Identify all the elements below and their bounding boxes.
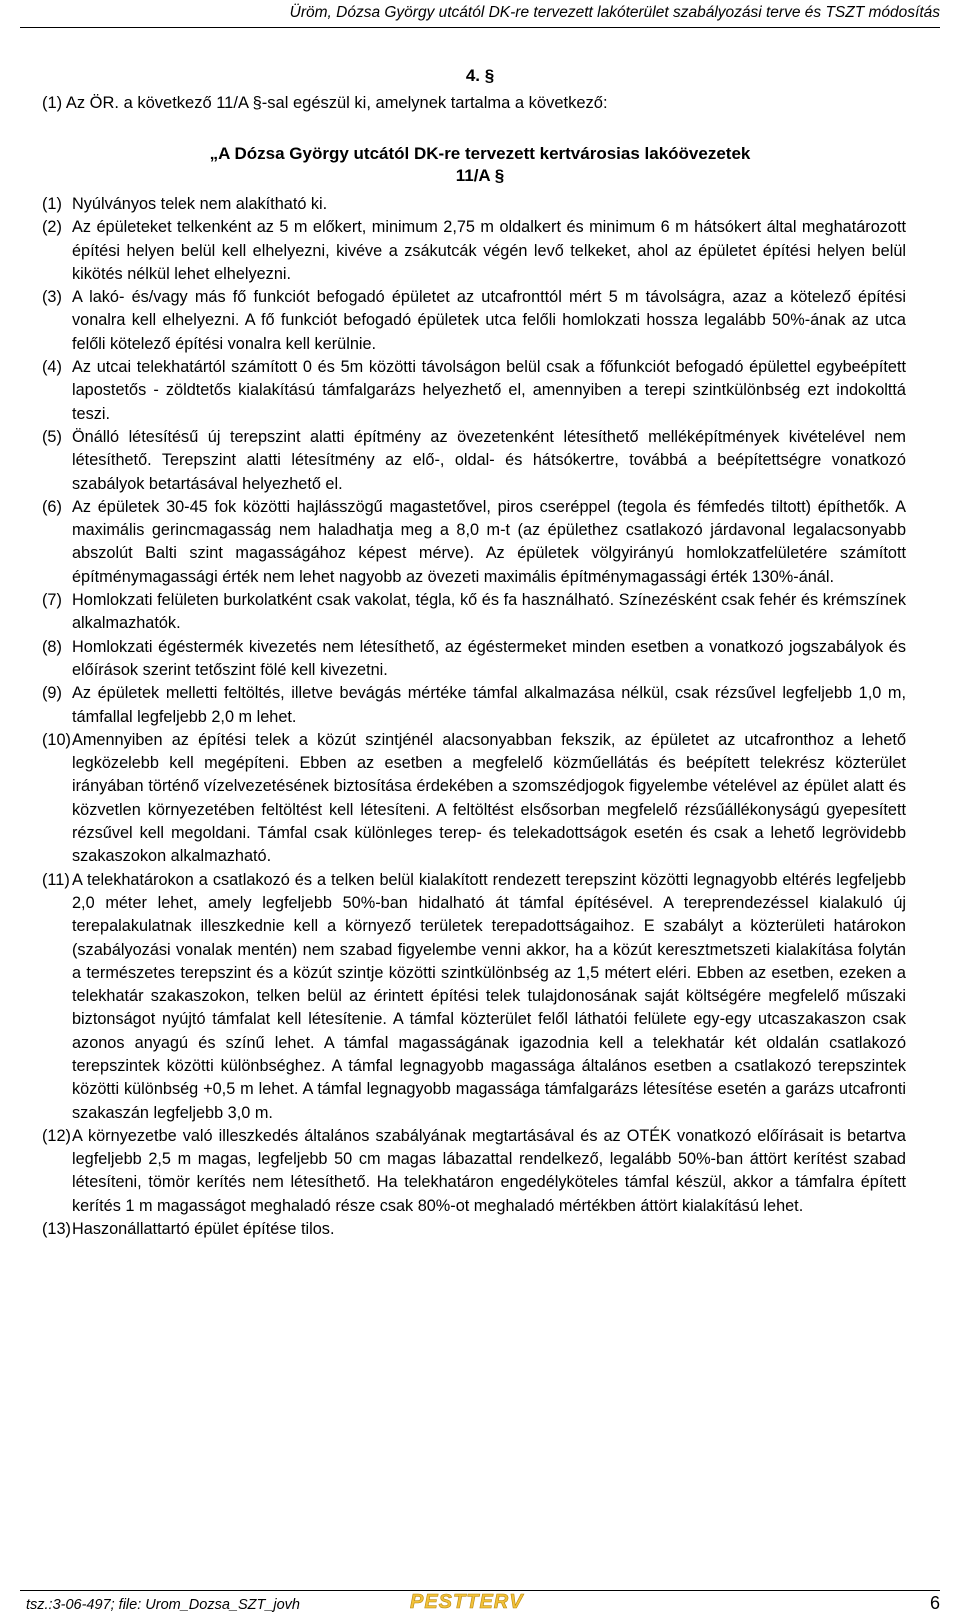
list-item (42, 426, 906, 496)
section-number: 4. § (465, 66, 495, 85)
item-text: Az épületek melletti feltöltés, illetve bevágás mértéke támfal alkalmazása nélkül, csak rézsűvel legfeljebb 1,0 m, támfallal legfeljebb 2,0 m lehet. (72, 684, 906, 726)
list-item (42, 729, 906, 869)
list-item (42, 356, 906, 426)
item-number: (10) (42, 730, 71, 749)
file-reference: tsz.:3-06-497; file: Urom_Dozsa_SZT_jovh (26, 1597, 300, 1613)
item-number: (5) (42, 427, 62, 446)
section-intro: (1) Az ÖR. a következő 11/A §-sal egészül ki, amelynek tartalma a következő: (42, 94, 608, 112)
item-text: Az utcai telekhatártól számított 0 és 5m közötti távolságon belül csak a főfunkciót befogadó épülettel egybeépített lapostetős - zöldtetős kialakítású támfalgarázs helyezhető el, amennyiben a terepi szintkülönbség ezt indokolttá teszi. (72, 358, 906, 423)
item-text: Az épületek 30-45 fok közötti hajlásszögű magastetővel, piros cseréppel (tegola és fémfedés tiltott) építhetők. A maximális gerincmagasság nem haladhatja meg a 8,0 m-t (az épülethez csatlakozó járdavonal legalacsonyabb abszolút Balti szint magasságához képest mérve). Az épületek völgyirányú homlokzatfelületére számított építménymagassági érték nem lehet nagyobb az övezeti maximális építménymagassági érték 130%-ánál. (72, 497, 906, 586)
item-number: (8) (42, 637, 62, 656)
list-item (42, 682, 906, 729)
item-text: A környezetbe való illeszkedés általános szabályának megtartásával és az OTÉK vonatkozó előírásait is betartva legfeljebb 2,5 m magas, legfeljebb 50 cm magas lábazattal rendelkező, legalább 50%-ban áttört kerítést szabad létesíteni, tömör kerítés nem létesíthető. Ha telekhatáron engedélyköteles támfal készül, akkor a támfalra épített kerítés 1 m magasságot meghaladó része csak 80%-ot meghaladó mértékben áttört kialakítású lehet. (72, 1126, 906, 1215)
item-number: (2) (42, 218, 62, 237)
list-item (42, 193, 906, 216)
item-number: (1) (42, 195, 62, 213)
item-number: (3) (42, 288, 62, 307)
item-number: (9) (42, 684, 62, 703)
item-number: (4) (42, 358, 62, 377)
list-item (42, 1218, 906, 1241)
item-text: Homlokzati égéstermék kivezetés nem létesíthető, az égéstermeket minden esetben a vonatkozó jogszabályok és előírások szerint tetőszint fölé kell kivezetni. (72, 637, 906, 679)
list-item (42, 636, 906, 683)
item-number: (13) (42, 1220, 71, 1239)
page-footer (20, 1590, 940, 1619)
list-item (42, 1125, 906, 1218)
paragraph-list (42, 193, 906, 1241)
item-text: Nyúlványos telek nem alakítható ki. (72, 195, 328, 213)
item-number: (6) (42, 497, 62, 516)
subsection-number: 11/A § (455, 166, 505, 185)
item-text: A lakó- és/vagy más fő funkciót befogadó épületet az utcafronttól mért 5 m távolságra, azaz a kötelező építési vonalra kell elhelyezni. A fő funkciót befogadó épületek utca felőli homlokzati hossza legalább 50%-ának az utca felőli kötelező építési vonalra kell kerülnie. (72, 288, 906, 353)
item-text: A telekhatárokon a csatlakozó és a telken belül kialakított rendezett terepszint közötti legnagyobb eltérés legfeljebb 2,0 méter lehet, amely legfeljebb 50%-ban hidalható át támfal építésével. A tereprendezéssel kialakuló új terepalakulatnak illeszkednie kell a környező területek terepadottságaihoz. E szabályt a közterületi határokon (szabályozási vonalak mentén) nem szabad figyelembe venni akkor, ha a közút keresztmetszeti kialakítása folytán a természetes terepszint és a közút szintje közötti szintkülönbség az 1,5 métert eléri. Ebben az esetben, ezeken a telekhatár szakaszokon, telken belül az érintett építési telek tulajdonosának saját költségére megfelelő műszaki biztonságot nyújtó támfalat kell létesítenie. A támfal közterület felől láthatói felülete egy-egy utcaszakaszon csak azonos anyagú és színű lehet. A támfal magasságának igazodnia kell a telekhatár két oldalán csatlakozó terepszintek közötti különbséghez. A támfal legnagyobb magassága általános esetben a csatlakozó terepszintek közötti különbség +0,5 m lehet. A támfal legnagyobb magassága támfalgarázs létesítése esetén a garázs utcafronti szakaszán legfeljebb 3,0 m. (72, 870, 906, 1122)
item-text: Amennyiben az építési telek a közút szintjénél alacsonyabban fekszik, az épületet az utcafronthoz a lehető legközelebb kell megépíteni. Ebben az esetben a megfelelő közműellátás és beépített telekrész közterület irányában történő vízelvezetésének biztosítása érdekében a szomszédjogok figyelembe vételével az épület alatt és közvetlen környezetében feltöltést kell létesíteni. A feltöltést elsősorban megfelelő rézsűállékonyságú gyepesített rézsűvel kell megoldani. Támfal csak különleges terep- és telekadottságok esetén és csak a lehető legrövidebb szakaszokon alkalmazható. (72, 730, 906, 866)
list-item (42, 589, 906, 636)
item-number: (11) (42, 870, 70, 889)
item-text: Az épületeket telkenként az 5 m előkert, minimum 2,75 m oldalkert és minimum 6 m hátsókert által meghatározott építési helyen belül kell elhelyezni, kivéve a zsákutcák végén levő telkeket, ahol az épületet építési helyen belül kikötés nélkül lehet elhelyezni. (72, 218, 906, 283)
page-number: 6 (929, 1593, 940, 1613)
subsection-title: „A Dózsa György utcától DK-re tervezett kertvárosias lakóövezetek (209, 144, 751, 163)
pestterv-logo: PESTTERV (410, 1591, 524, 1613)
list-item (42, 496, 906, 589)
list-item (42, 286, 906, 356)
item-text: Haszonállattartó épület építése tilos. (72, 1220, 335, 1239)
item-number: (12) (42, 1126, 71, 1145)
item-text: Homlokzati felületen burkolatként csak vakolat, tégla, kő és fa használható. Színezésként csak fehér és krémszínek alkalmazhatók. (72, 591, 906, 633)
list-item (42, 216, 906, 286)
item-number: (7) (42, 591, 62, 610)
running-header: Üröm, Dózsa György utcától DK-re tervezett lakóterület szabályozási terve és TSZT módosítás (20, 4, 940, 28)
list-item (42, 869, 906, 1125)
item-text: Önálló létesítésű új terepszint alatti építmény az övezetenként létesíthető melléképítmények kivételével nem létesíthető. Terepszint alatti létesítmény az elő-, oldal- és hátsókertre, továbbá a beépítettségre vonatkozó szabályok betartásával helyezhető el. (72, 427, 906, 493)
